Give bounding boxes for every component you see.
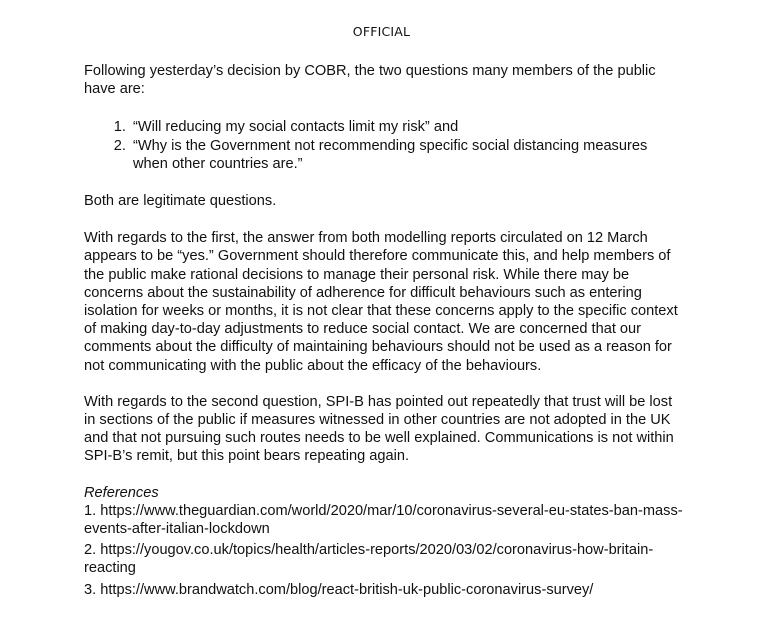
references-section <box>84 484 684 599</box>
reference-item: 2. https://yougov.co.uk/topics/health/articles-reports/2020/03/02/coronavirus-how-britain-reacting <box>84 542 654 577</box>
reference-item: 1. https://www.theguardian.com/world/2020/mar/10/coronavirus-several-eu-states-ban-mass-events-after-italian-lockdown <box>84 502 683 538</box>
second-question-paragraph: With regards to the second question, SPI-B has pointed out repeatedly that trust will be lost in sections of the public if measures witnessed in other countries are not adopted in the UK and that not pursuing such routes needs to be well explained. Communications is not within SPI-B’s remit, but this point bears repeating again. <box>84 393 674 465</box>
questions-list <box>84 118 684 173</box>
classification-header: OFFICIAL <box>352 24 411 39</box>
first-question-paragraph: With regards to the first, the answer from both modelling reports circulated on 12 March appears to be “yes.” Government should therefore communicate this, and help members of the public make rational decisions to manage their personal risk. While there may be concerns about the sustainability of adherence for difficult behaviours such as entering isolation for weeks or months, it is not clear that these concerns apply to the specific context of making day-to-day adjustments to reduce social contact. We are concerned that our comments about the difficulty of maintaining behaviours should not be used as a reason for not communicating with the public about the efficacy of the behaviours. <box>84 230 678 374</box>
intro-paragraph: Following yesterday’s decision by COBR, the two questions many members of the public have are: <box>84 63 656 98</box>
question-item: 1. “Will reducing my social contacts limit my risk” and <box>130 118 684 136</box>
question-item: 2. “Why is the Government not recommending specific social distancing measures when other countries are.” <box>130 137 684 173</box>
reference-item: 3. https://www.brandwatch.com/blog/react-british-uk-public-coronavirus-survey/ <box>84 581 594 598</box>
references-heading: References <box>84 484 159 501</box>
document-body <box>84 62 684 602</box>
legitimate-questions-paragraph: Both are legitimate questions. <box>84 193 277 210</box>
